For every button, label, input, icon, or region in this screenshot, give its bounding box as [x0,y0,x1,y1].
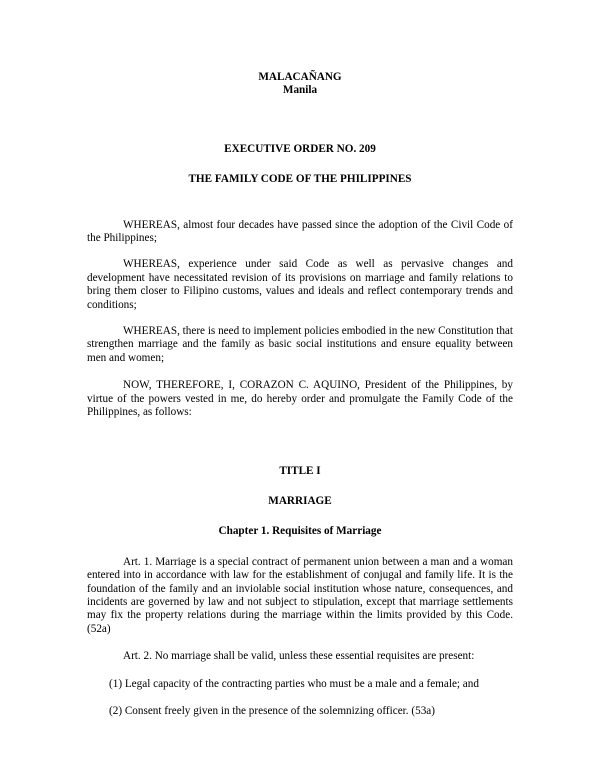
now-therefore-clause: NOW, THEREFORE, I, CORAZON C. AQUINO, President of the Philippines, by virtue of the powers vested in me, do hereby order and promulgate the Family Code of the Philippines, as follows: [87,379,513,419]
code-title: THE FAMILY CODE OF THE PHILIPPINES [188,173,412,186]
title-label: TITLE I [279,464,321,477]
chapter-title: Chapter 1. Requisites of Marriage [218,525,382,538]
requisite-item-2: (2) Consent freely given in the presence of the solemnizing officer. (53a) [109,704,435,717]
title-name: MARRIAGE [268,494,332,507]
whereas-clause-1: WHEREAS, almost four decades have passed since the adoption of the Civil Code of the Philippines; [87,218,513,245]
whereas-clause-3: WHEREAS, there is need to implement policies embodied in the new Constitution that strengthen marriage and the family as basic social institutions and ensure equality between men and women; [87,325,513,364]
article-1: Art. 1. Marriage is a special contract of permanent union between a man and a woman entered into in accordance with law for the establishment of conjugal and family life. It is the foundation of the family and an inviolable social institution whose nature, consequences, and incidents are governed by law and not subject to stipulation, except that marriage settlements may fix the property relations during the marriage within the limits provided by this Code. (52a) [87,555,513,635]
executive-order-number: EXECUTIVE ORDER NO. 209 [224,142,376,155]
palace-heading: MALACAÑANG [258,71,342,83]
requisite-item-1: (1) Legal capacity of the contracting parties who must be a male and a female; and [109,677,479,690]
document-page [87,68,513,718]
article-2: Art. 2. No marriage shall be valid, unless these essential requisites are present: [123,650,475,663]
whereas-clause-2: WHEREAS, experience under said Code as well as pervasive changes and development have necessitated revision of its provisions on marriage and family relations to bring them closer to Filipino customs, values and ideals and reflect contemporary trends and conditions; [87,258,513,311]
city-heading: Manila [282,84,318,97]
